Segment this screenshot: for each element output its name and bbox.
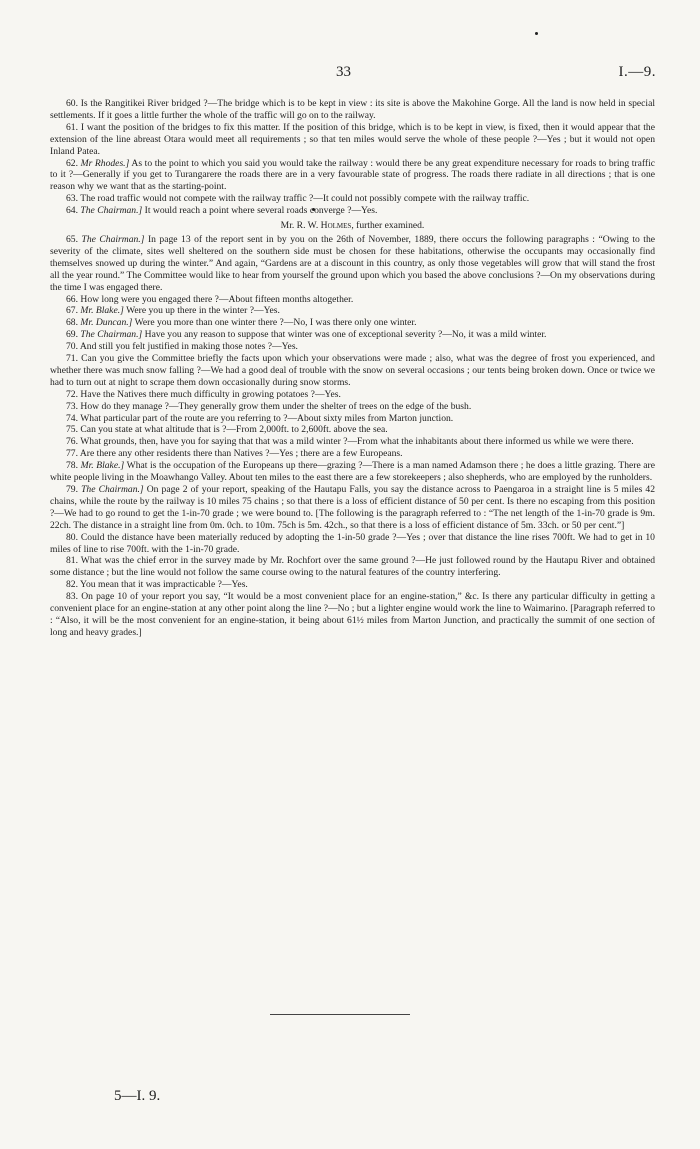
question-number: 74. (66, 412, 78, 424)
question-paragraph (50, 193, 655, 205)
speaker-name: The Chairman.] (81, 484, 144, 495)
question-number: 68. (66, 317, 78, 329)
question-paragraph (50, 234, 655, 294)
question-paragraph (50, 329, 655, 341)
question-paragraph (50, 205, 655, 217)
question-group-1 (50, 98, 655, 217)
speaker-name: The Chairman.] (81, 233, 145, 245)
question-text: What is the occupation of the Europeans up there—grazing ?—There is a man named Adamson there ; he does a little grazing. There are white people living in the Moawhango Valley. About ten miles to the east there are a few storekeepers ; also shepherds, who are employed by the runholders. (50, 460, 655, 484)
question-text: You mean that it was impracticable ?—Yes. (80, 579, 248, 591)
question-paragraph (50, 317, 655, 329)
question-number: 77. (66, 448, 78, 460)
question-paragraph (50, 413, 655, 425)
question-paragraph (50, 401, 655, 413)
question-text: Can you give the Committee briefly the facts upon which your observations were made ; also, what was the degree of frost you experienced, and whether there was much snow falling ?—We had a good deal of trouble with the snow on several occasions ; our tents being broken down. Once or twice we had to turn out at night to scrape them down occasionally during snow storms. (50, 353, 655, 388)
question-number: 60. (66, 98, 78, 109)
question-paragraph (50, 341, 655, 353)
question-text: Have you any reason to suppose that winter was one of exceptional severity ?—No, it was a mild winter. (144, 329, 547, 341)
page-number: 33 (336, 64, 351, 80)
question-paragraph (50, 158, 655, 194)
question-number: 63. (66, 193, 78, 205)
question-paragraph (50, 424, 655, 436)
question-text: On page 2 of your report, speaking of the Hautapu Falls, you say the distance across to Paengaroa in a straight line is 5 miles 42 chains, while the route by the railway is 10 miles 75 chains ; so that there is a loss of efficient distance of 50 per cent. Is there no escaping from this position ?—We had to go round to get the 1-in-70 grade ; we were bound to. [The following is the paragraph referred to : “The net length of the 1-in-70 grade is 9m. 22ch. The distance in a straight line from 0m. 0ch. to 10m. 75ch is 5m. 42ch., so that there is a loss of efficient distance of 5m. 33ch. or 50 per cent.”] (50, 484, 655, 531)
question-number: 64. (66, 205, 78, 217)
speaker-name: Mr. Blake.] (80, 460, 125, 472)
end-rule (270, 1014, 410, 1015)
question-paragraph (50, 436, 655, 448)
question-number: 81. (66, 555, 78, 567)
question-text: And still you felt justified in making those notes ?—Yes. (79, 341, 298, 353)
question-text: What grounds, then, have you for saying that that was a mild winter ?—From what the inhabitants about there informed us while we were there. (80, 436, 634, 448)
page-header (0, 64, 700, 88)
speaker-name: Mr. Duncan.] (80, 317, 133, 329)
question-paragraph (50, 591, 655, 639)
question-number: 83. (66, 591, 78, 603)
question-paragraph (50, 532, 655, 556)
question-paragraph (50, 305, 655, 317)
question-text: In page 13 of the report sent in by you on the 26th of November, 1889, there occurs the following paragraphs : “Owing to the severity of the climate, sites well sheltered on the southern side must be chosen for these habitations, otherwise the occupants may occasionally find themselves snowed up during the winter.” And again, “Gardens are at a discount in this country, as only those vegetables will grow that will stand the frost all the year round.” The Committee would like to hear from yourself the ground upon which you based the above conclusions ?—On my observations during the time I was engaged there. (50, 233, 655, 293)
print-speck (535, 32, 538, 35)
heading-suffix: , further examined. (351, 220, 425, 232)
speaker-name: Mr. Blake.] (80, 305, 124, 317)
question-group-2 (50, 234, 655, 639)
question-number: 71. (66, 353, 78, 365)
question-paragraph (50, 353, 655, 389)
question-paragraph (50, 460, 655, 484)
question-text: It would reach a point where several roads converge ?—Yes. (144, 205, 378, 217)
question-number: 73. (66, 400, 78, 412)
question-paragraph (50, 389, 655, 401)
question-text: As to the point to which you said you would take the railway : would there be any great expenditure necessary for roads to bring traffic to it ?—Generally if you get to Turangarere the roads there are in a very favourable state of progress. The roads there radiate in all directions ; that is one reason why we want that as the starting-point. (50, 157, 655, 193)
question-text: What particular part of the route are you referring to ?—About sixty miles from Marton junction. (80, 412, 454, 424)
question-text: Could the distance have been materially reduced by adopting the 1-in-50 grade ?—Yes ; over that distance the line rises 700ft. We had to get in 10 miles of line to rise 700ft. with the 1-in-70 grade. (50, 531, 655, 555)
question-paragraph (50, 122, 655, 158)
question-text: Is the Rangitikei River bridged ?—The bridge which is to be kept in view : its site is above the Makohine Gorge. All the land is now held in special settlements. If it goes a little further the whole of the traffic will go on to the railway. (50, 98, 655, 121)
question-text: Were you more than one winter there ?—No, I was there only one winter. (134, 317, 417, 329)
question-number: 61. (66, 121, 78, 133)
question-number: 82. (66, 579, 78, 591)
speaker-name: The Chairman.] (80, 329, 143, 341)
question-number: 72. (66, 388, 78, 400)
question-number: 62. (66, 157, 78, 169)
question-text: What was the chief error in the survey made by Mr. Rochfort over the same ground ?—He just followed round by the Hautapu River and obtained some distance ; but the line would not follow the same course owing to the natural features of the country interfering. (50, 555, 656, 579)
footer-signature: 5—I. 9. (114, 1088, 161, 1104)
question-paragraph (50, 98, 655, 122)
witness-name: Holmes (320, 220, 352, 232)
question-paragraph (50, 448, 655, 460)
section-heading (50, 220, 655, 232)
question-paragraph (50, 555, 655, 579)
question-number: 79. (66, 484, 78, 495)
heading-prefix: Mr. R. W. (280, 220, 319, 232)
question-text: I want the position of the bridges to fix this matter. If the position of this bridge, which is to be kept in view, is fixed, then it would appear that the extension of the line abreast Otara would meet all requirements ; so that ten miles would serve the whole of these people ?—Yes ; but it would not open Inland Patea. (50, 121, 655, 157)
question-text: How long were you engaged there ?—About fifteen months altogether. (80, 293, 354, 305)
speaker-name: The Chairman.] (80, 205, 143, 217)
question-number: 78. (66, 460, 78, 472)
question-number: 80. (66, 531, 78, 543)
question-number: 67. (66, 305, 78, 317)
question-number: 66. (66, 293, 78, 305)
question-text: On page 10 of your report you say, “It would be a most convenient place for an engine-station,” &c. Is there any particular difficulty in getting a convenient place for an engine-station at any other point along the line ?—No ; but a lighter engine would work the line to Waimarino. [Paragraph referred to : “Also, it will be the most convenient for an engine-station, it being about 61½ miles from Marton Junction, and practically the summit of one section of long and heavy grades.] (50, 591, 656, 638)
question-number: 70. (66, 341, 78, 353)
question-number: 75. (66, 424, 78, 436)
question-number: 65. (66, 233, 78, 245)
question-text: How do they manage ?—They generally grow them under the shelter of trees on the edge of the bush. (80, 400, 472, 412)
question-paragraph (50, 579, 655, 591)
question-text: Can you state at what altitude that is ?—From 2,000ft. to 2,600ft. above the sea. (80, 424, 388, 436)
question-text: Have the Natives there much difficulty in growing potatoes ?—Yes. (80, 388, 341, 400)
question-text: The road traffic would not compete with the railway traffic ?—It could not possibly compete with the railway traffic. (80, 193, 530, 205)
question-paragraph (50, 484, 655, 532)
speaker-name: Mr Rhodes.] (80, 157, 130, 169)
document-reference: I.—9. (618, 64, 656, 80)
question-paragraph (50, 294, 655, 306)
question-number: 69. (66, 329, 78, 341)
testimony-body (50, 98, 655, 639)
question-text: Are there any other residents there than Natives ?—Yes ; there are a few Europeans. (79, 448, 403, 460)
question-number: 76. (66, 436, 78, 448)
question-text: Were you up there in the winter ?—Yes. (126, 305, 280, 317)
